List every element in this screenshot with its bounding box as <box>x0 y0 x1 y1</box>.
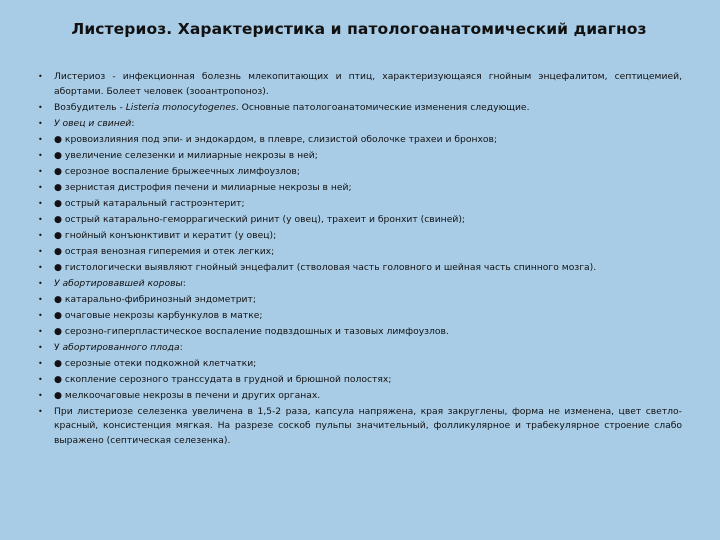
bullet-marker: • <box>38 230 43 240</box>
item-text: : <box>131 117 135 129</box>
item-text: ● серозное воспаление брыжеечных лимфоузлов; <box>54 165 300 177</box>
item-text: : <box>179 341 183 353</box>
list-item <box>36 373 682 388</box>
bullet-marker: • <box>38 182 43 192</box>
item-text: ● серозно-гиперпластическое воспаление подвздошных и тазовых лимфоузлов. <box>54 325 449 337</box>
item-text-italic: У абортировавшей коровы <box>54 277 183 289</box>
bullet-marker: • <box>38 246 43 256</box>
bullet-marker: • <box>38 374 43 384</box>
item-text: ● гистологически выявляют гнойный энцефалит (стволовая часть головного и шейная часть спинного мозга). <box>54 261 597 273</box>
list-item <box>36 70 682 99</box>
item-text: При листериозе селезенка увеличена в 1,5-2 раза, капсула напряжена, края закруглены, форма не изменена, цвет светло- красный, консистенция мягкая. На разрезе соскоб пульпы значительный, фолликулярное и трабекулярное строение слабо выражено (септическая селезенка). <box>54 405 682 446</box>
item-text: ● увеличение селезенки и милиарные некрозы в ней; <box>54 149 318 161</box>
item-text: ● очаговые некрозы карбункулов в матке; <box>54 309 263 321</box>
item-text: ● кровоизлияния под эпи- и эндокардом, в плевре, слизистой оболочке трахеи и бронхов; <box>54 133 498 145</box>
bullet-marker: • <box>38 262 43 272</box>
list-item <box>36 405 682 449</box>
slide-title: Листериоз. Характеристика и патологоанатомический диагноз <box>71 20 647 38</box>
bullet-marker: • <box>38 214 43 224</box>
list-item <box>36 165 682 180</box>
bullet-marker: • <box>38 358 43 368</box>
list-item <box>36 181 682 196</box>
item-text: ● скопление серозного транссудата в грудной и брюшной полостях; <box>54 373 392 385</box>
bullet-marker: • <box>38 406 43 416</box>
list-item <box>36 101 682 116</box>
item-text: ● гнойный конъюнктивит и кератит (у овец); <box>54 229 277 241</box>
item-text: ● острый катаральный гастроэнтерит; <box>54 197 245 209</box>
bullet-marker: • <box>38 102 43 112</box>
item-text: ● зернистая дистрофия печени и милиарные некрозы в ней; <box>54 181 352 193</box>
list-item <box>36 133 682 148</box>
bullet-marker: • <box>38 310 43 320</box>
item-text-italic: абортированного плода <box>62 341 180 353</box>
bullet-marker: • <box>38 278 43 288</box>
bullet-marker: • <box>38 390 43 400</box>
item-text-italic: Listeria monocytogenes <box>125 101 236 113</box>
item-text-italic: У овец и свиней <box>54 117 132 129</box>
bullet-marker: • <box>38 326 43 336</box>
list-item <box>36 245 682 260</box>
list-item <box>36 309 682 324</box>
list-item <box>36 213 682 228</box>
bullet-marker: • <box>38 72 43 81</box>
list-item <box>36 293 682 308</box>
bullet-marker: • <box>38 198 43 208</box>
bullet-marker: • <box>38 294 43 304</box>
bullet-marker: • <box>38 150 43 160</box>
item-text: ● мелкоочаговые некрозы в печени и других органах. <box>54 389 321 401</box>
list-item <box>36 117 682 132</box>
item-text: У <box>54 341 63 353</box>
list-item <box>36 149 682 164</box>
list-item <box>36 277 682 292</box>
item-text: Листериоз - инфекционная болезнь млекопитающих и птиц, характеризующаяся гнойным энцефалитом, септицемией, абортами. Болеет человек (зооантропоноз). <box>54 71 682 97</box>
item-text: . Основные патологоанатомические изменения следующие. <box>235 101 530 113</box>
list-item <box>36 325 682 340</box>
list-item <box>36 229 682 244</box>
item-text: Возбудитель - <box>54 101 126 113</box>
bullet-marker: • <box>38 118 43 128</box>
item-text: ● острая венозная гиперемия и отек легких; <box>54 245 275 257</box>
bullet-marker: • <box>38 166 43 176</box>
bullet-marker: • <box>38 342 43 352</box>
item-text: ● острый катарально-геморрагический ринит (у овец), трахеит и бронхит (свиней); <box>54 213 465 225</box>
item-text: ● катарально-фибринозный эндометрит; <box>54 293 256 305</box>
list-item <box>36 389 682 404</box>
item-text: ● серозные отеки подкожной клетчатки; <box>54 357 257 369</box>
list-item <box>36 261 682 276</box>
list-item <box>36 197 682 212</box>
list-item <box>36 357 682 372</box>
item-text: : <box>182 277 186 289</box>
list-item <box>36 341 682 356</box>
bullet-list <box>36 70 682 448</box>
bullet-marker: • <box>38 134 43 144</box>
